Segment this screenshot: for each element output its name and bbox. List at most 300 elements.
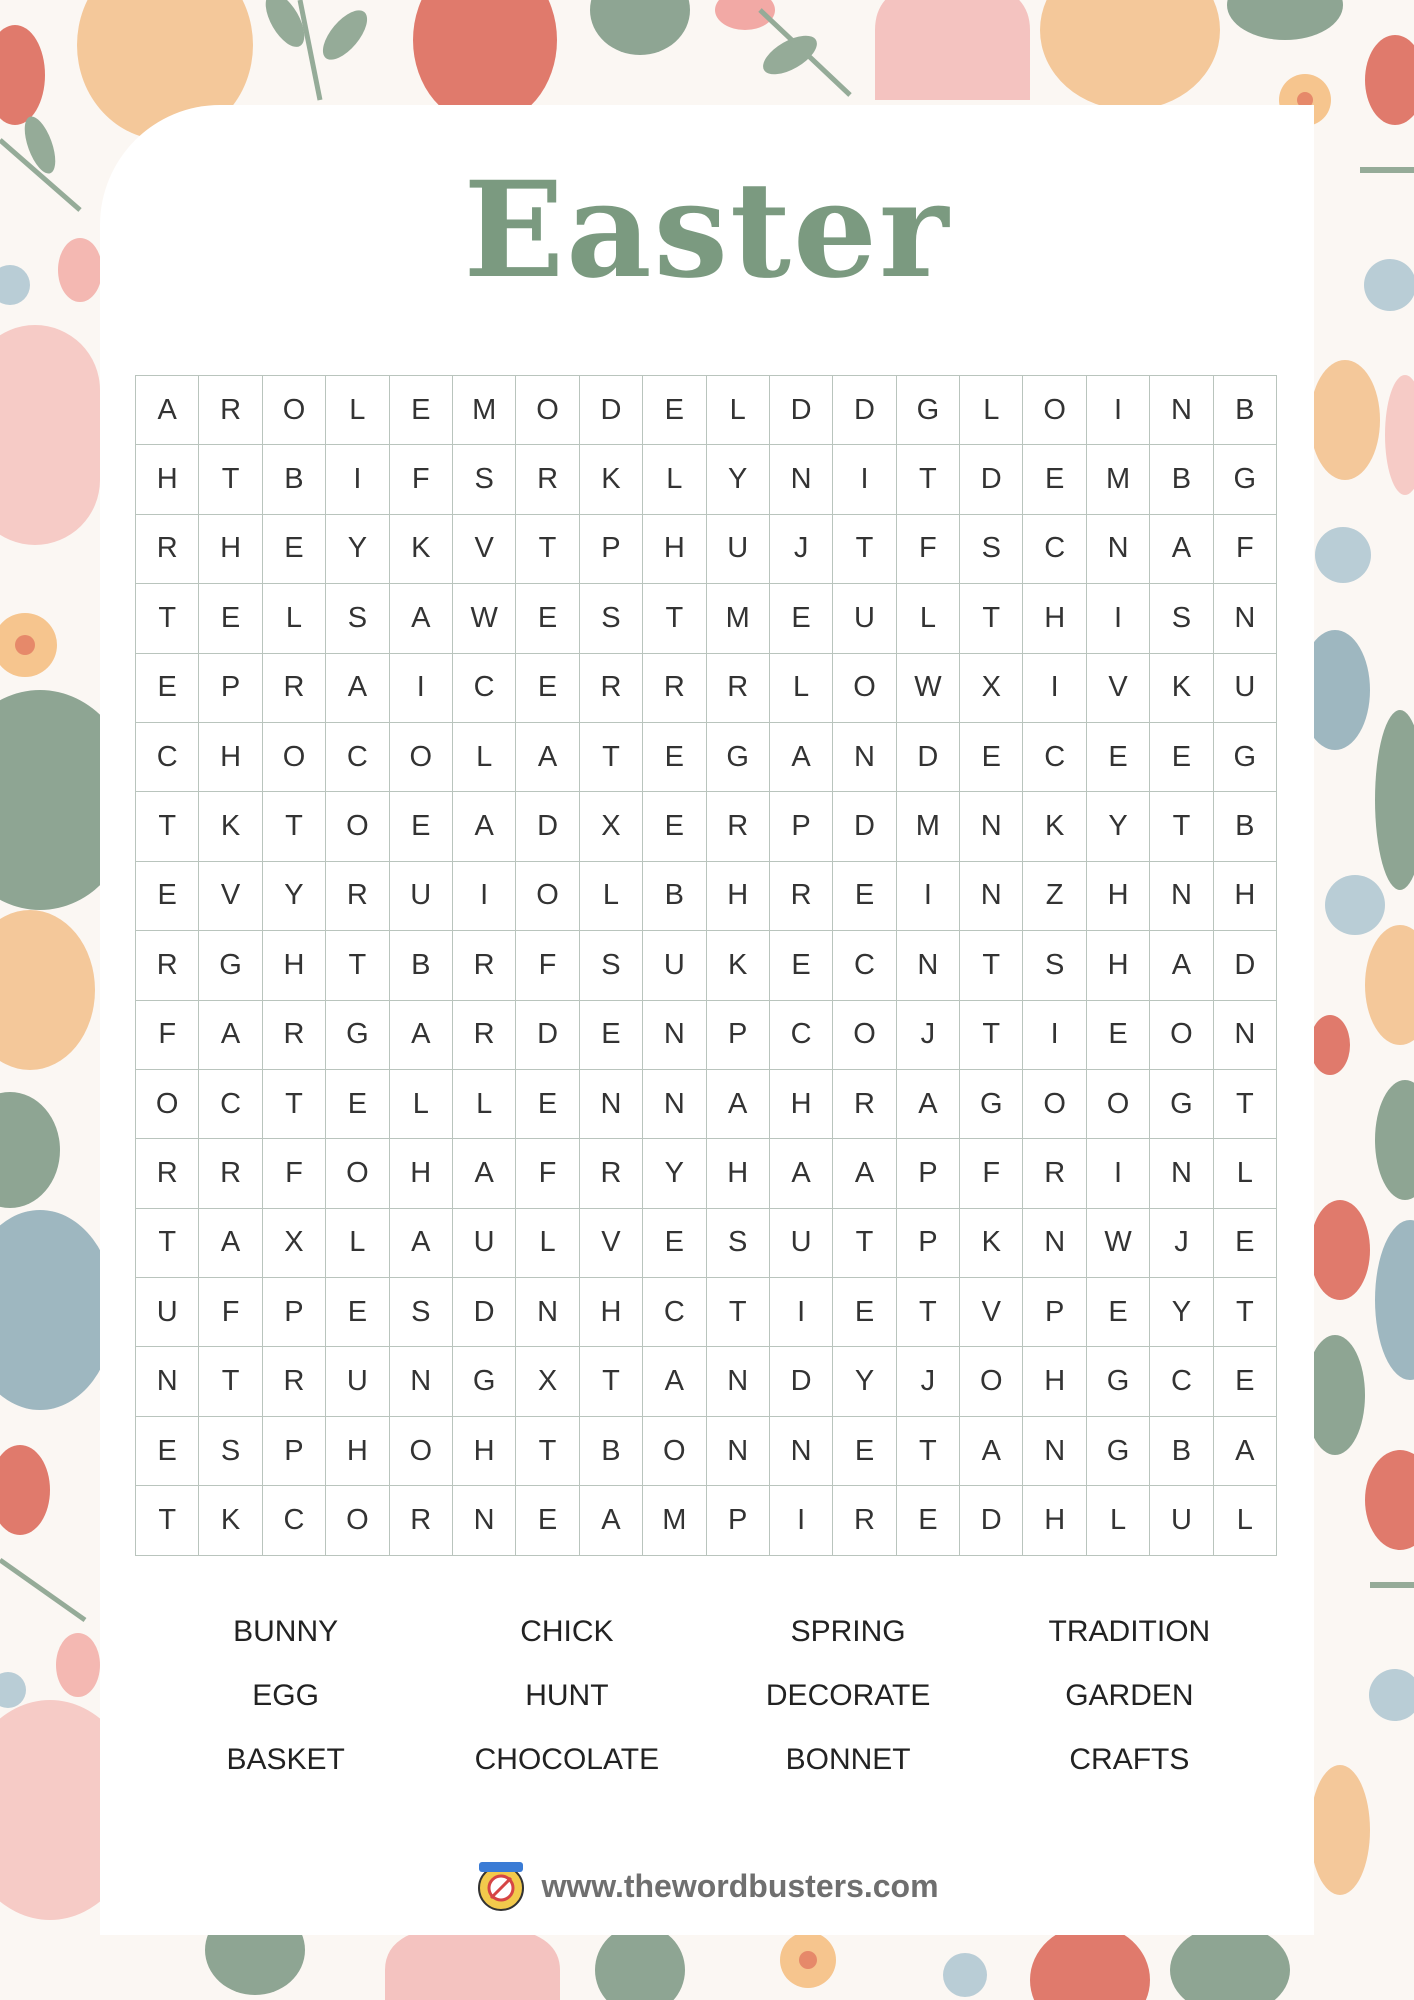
grid-cell: R bbox=[580, 654, 643, 723]
leaf-branch-icon bbox=[300, 0, 320, 100]
grid-cell: I bbox=[326, 445, 389, 514]
grid-cell: A bbox=[1150, 515, 1213, 584]
grid-cell: N bbox=[580, 1070, 643, 1139]
grid-cell: E bbox=[770, 931, 833, 1000]
grid-cell: K bbox=[580, 445, 643, 514]
grid-cell: G bbox=[453, 1347, 516, 1416]
grid-cell: L bbox=[1214, 1139, 1277, 1208]
leaf-icon bbox=[315, 3, 375, 67]
grid-cell: I bbox=[390, 654, 453, 723]
grid-cell: O bbox=[263, 376, 326, 445]
grid-cell: T bbox=[960, 931, 1023, 1000]
grid-cell: C bbox=[326, 723, 389, 792]
word-list-item: CHOCOLATE bbox=[474, 1743, 660, 1776]
grid-cell: N bbox=[1087, 515, 1150, 584]
egg-icon bbox=[1305, 1335, 1365, 1455]
grid-cell: D bbox=[453, 1278, 516, 1347]
grid-cell: L bbox=[390, 1070, 453, 1139]
grid-cell: D bbox=[960, 445, 1023, 514]
egg-icon bbox=[0, 1210, 115, 1410]
grid-cell: A bbox=[390, 584, 453, 653]
grid-cell: T bbox=[199, 445, 262, 514]
word-list-item: CHICK bbox=[520, 1615, 614, 1648]
grid-cell: S bbox=[1023, 931, 1086, 1000]
grid-cell: T bbox=[199, 1347, 262, 1416]
grid-cell: M bbox=[453, 376, 516, 445]
grid-cell: E bbox=[1150, 723, 1213, 792]
letter-grid bbox=[135, 375, 1277, 1556]
grid-cell: T bbox=[136, 792, 199, 861]
grid-cell: T bbox=[580, 1347, 643, 1416]
grid-cell: D bbox=[897, 723, 960, 792]
grid-cell: H bbox=[453, 1417, 516, 1486]
grid-cell: N bbox=[643, 1070, 706, 1139]
grid-cell: E bbox=[1023, 445, 1086, 514]
grid-cell: S bbox=[390, 1278, 453, 1347]
grid-cell: T bbox=[263, 1070, 326, 1139]
grid-cell: H bbox=[580, 1278, 643, 1347]
word-list-item: GARDEN bbox=[1065, 1679, 1194, 1712]
grid-cell: N bbox=[1023, 1417, 1086, 1486]
grid-cell: X bbox=[960, 654, 1023, 723]
grid-cell: E bbox=[643, 376, 706, 445]
grid-cell: P bbox=[707, 1001, 770, 1070]
grid-cell: S bbox=[199, 1417, 262, 1486]
grid-cell: E bbox=[833, 1278, 896, 1347]
word-list-item: BASKET bbox=[226, 1743, 345, 1776]
grid-cell: U bbox=[453, 1209, 516, 1278]
grid-cell: T bbox=[643, 584, 706, 653]
grid-cell: A bbox=[833, 1139, 896, 1208]
grid-cell: P bbox=[770, 792, 833, 861]
grid-cell: A bbox=[1150, 931, 1213, 1000]
grid-cell: R bbox=[453, 1001, 516, 1070]
grid-cell: H bbox=[326, 1417, 389, 1486]
grid-cell: N bbox=[770, 1417, 833, 1486]
grid-cell: E bbox=[516, 654, 579, 723]
grid-cell: O bbox=[516, 862, 579, 931]
grid-cell: I bbox=[770, 1486, 833, 1555]
grid-cell: K bbox=[1023, 792, 1086, 861]
tulip-icon bbox=[1365, 1450, 1414, 1550]
grid-cell: B bbox=[1214, 376, 1277, 445]
page-title: Easter bbox=[463, 153, 951, 308]
grid-cell: R bbox=[833, 1070, 896, 1139]
grid-cell: E bbox=[1087, 1278, 1150, 1347]
egg-icon bbox=[0, 1092, 60, 1208]
grid-cell: A bbox=[516, 723, 579, 792]
grid-cell: K bbox=[960, 1209, 1023, 1278]
grid-cell: N bbox=[1214, 584, 1277, 653]
grid-cell: U bbox=[770, 1209, 833, 1278]
grid-cell: T bbox=[136, 1209, 199, 1278]
grid-cell: O bbox=[643, 1417, 706, 1486]
grid-cell: W bbox=[1087, 1209, 1150, 1278]
grid-cell: S bbox=[960, 515, 1023, 584]
egg-icon bbox=[385, 1925, 560, 2000]
grid-cell: Y bbox=[1087, 792, 1150, 861]
egg-icon bbox=[1385, 375, 1414, 495]
grid-cell: C bbox=[643, 1278, 706, 1347]
grid-cell: R bbox=[390, 1486, 453, 1555]
grid-cell: M bbox=[897, 792, 960, 861]
grid-cell: R bbox=[199, 376, 262, 445]
grid-cell: B bbox=[1214, 792, 1277, 861]
grid-cell: L bbox=[1214, 1486, 1277, 1555]
grid-cell: E bbox=[770, 584, 833, 653]
grid-cell: F bbox=[516, 931, 579, 1000]
tulip-icon bbox=[1310, 1015, 1350, 1075]
grid-cell: T bbox=[897, 1417, 960, 1486]
grid-cell: T bbox=[960, 584, 1023, 653]
grid-cell: R bbox=[136, 1139, 199, 1208]
website-link[interactable]: www.thewordbusters.com bbox=[541, 1867, 939, 1904]
flower-icon bbox=[1369, 1669, 1414, 1721]
grid-cell: U bbox=[136, 1278, 199, 1347]
grid-cell: O bbox=[833, 654, 896, 723]
grid-cell: G bbox=[199, 931, 262, 1000]
tulip-icon bbox=[1365, 35, 1414, 125]
grid-cell: F bbox=[263, 1139, 326, 1208]
grid-cell: P bbox=[1023, 1278, 1086, 1347]
grid-cell: E bbox=[199, 584, 262, 653]
grid-cell: P bbox=[897, 1139, 960, 1208]
grid-cell: L bbox=[897, 584, 960, 653]
grid-cell: C bbox=[199, 1070, 262, 1139]
grid-cell: S bbox=[326, 584, 389, 653]
grid-cell: O bbox=[960, 1347, 1023, 1416]
grid-cell: O bbox=[326, 1486, 389, 1555]
grid-cell: I bbox=[897, 862, 960, 931]
grid-cell: E bbox=[136, 1417, 199, 1486]
grid-cell: D bbox=[516, 1001, 579, 1070]
grid-cell: N bbox=[1150, 376, 1213, 445]
grid-cell: A bbox=[453, 1139, 516, 1208]
grid-cell: O bbox=[1150, 1001, 1213, 1070]
grid-cell: X bbox=[580, 792, 643, 861]
grid-cell: T bbox=[833, 1209, 896, 1278]
grid-cell: N bbox=[897, 931, 960, 1000]
grid-cell: T bbox=[516, 1417, 579, 1486]
grid-cell: T bbox=[897, 445, 960, 514]
grid-cell: Y bbox=[643, 1139, 706, 1208]
grid-cell: H bbox=[1023, 1486, 1086, 1555]
grid-cell: E bbox=[1087, 723, 1150, 792]
grid-cell: E bbox=[643, 723, 706, 792]
grid-cell: X bbox=[263, 1209, 326, 1278]
grid-cell: G bbox=[707, 723, 770, 792]
grid-cell: G bbox=[1214, 445, 1277, 514]
egg-icon bbox=[875, 0, 1030, 100]
grid-cell: N bbox=[960, 792, 1023, 861]
egg-icon bbox=[0, 910, 95, 1070]
grid-cell: R bbox=[770, 862, 833, 931]
grid-cell: V bbox=[199, 862, 262, 931]
word-list-item: HUNT bbox=[525, 1679, 609, 1712]
grid-cell: N bbox=[1150, 862, 1213, 931]
grid-cell: H bbox=[707, 862, 770, 931]
grid-cell: N bbox=[1150, 1139, 1213, 1208]
grid-cell: H bbox=[770, 1070, 833, 1139]
grid-cell: Z bbox=[1023, 862, 1086, 931]
grid-cell: H bbox=[199, 515, 262, 584]
grid-cell: U bbox=[390, 862, 453, 931]
grid-cell: X bbox=[516, 1347, 579, 1416]
grid-cell: E bbox=[136, 862, 199, 931]
grid-cell: L bbox=[1087, 1486, 1150, 1555]
grid-cell: D bbox=[960, 1486, 1023, 1555]
grid-cell: J bbox=[1150, 1209, 1213, 1278]
grid-cell: O bbox=[390, 723, 453, 792]
grid-cell: N bbox=[707, 1347, 770, 1416]
grid-cell: H bbox=[1023, 1347, 1086, 1416]
grid-cell: D bbox=[770, 1347, 833, 1416]
grid-cell: R bbox=[580, 1139, 643, 1208]
grid-cell: T bbox=[326, 931, 389, 1000]
grid-cell: B bbox=[263, 445, 326, 514]
grid-cell: R bbox=[707, 792, 770, 861]
grid-cell: K bbox=[390, 515, 453, 584]
egg-icon bbox=[1365, 925, 1414, 1045]
grid-cell: V bbox=[960, 1278, 1023, 1347]
grid-cell: C bbox=[263, 1486, 326, 1555]
flower-icon bbox=[943, 1953, 987, 1997]
grid-cell: R bbox=[263, 654, 326, 723]
grid-cell: T bbox=[136, 584, 199, 653]
grid-cell: T bbox=[897, 1278, 960, 1347]
grid-cell: E bbox=[516, 1070, 579, 1139]
grid-cell: C bbox=[1023, 515, 1086, 584]
grid-cell: Y bbox=[326, 515, 389, 584]
egg-icon bbox=[1040, 0, 1220, 110]
grid-cell: C bbox=[770, 1001, 833, 1070]
grid-cell: T bbox=[136, 1486, 199, 1555]
grid-cell: H bbox=[1214, 862, 1277, 931]
grid-cell: G bbox=[1087, 1347, 1150, 1416]
grid-cell: F bbox=[1214, 515, 1277, 584]
grid-cell: U bbox=[326, 1347, 389, 1416]
grid-cell: A bbox=[199, 1001, 262, 1070]
grid-cell: L bbox=[580, 862, 643, 931]
grid-cell: E bbox=[326, 1070, 389, 1139]
flower-icon bbox=[0, 1672, 26, 1708]
grid-cell: C bbox=[136, 723, 199, 792]
grid-cell: R bbox=[263, 1347, 326, 1416]
grid-cell: O bbox=[263, 723, 326, 792]
grid-cell: N bbox=[833, 723, 896, 792]
grid-cell: R bbox=[1023, 1139, 1086, 1208]
grid-cell: A bbox=[643, 1347, 706, 1416]
grid-cell: A bbox=[770, 1139, 833, 1208]
grid-cell: Y bbox=[263, 862, 326, 931]
grid-cell: G bbox=[897, 376, 960, 445]
tulip-icon bbox=[0, 25, 45, 125]
grid-cell: I bbox=[770, 1278, 833, 1347]
flower-icon bbox=[1315, 527, 1371, 583]
grid-cell: Y bbox=[1150, 1278, 1213, 1347]
tulip-icon bbox=[0, 1445, 50, 1535]
grid-cell: F bbox=[199, 1278, 262, 1347]
egg-icon bbox=[1310, 1200, 1370, 1300]
grid-cell: O bbox=[390, 1417, 453, 1486]
grid-cell: B bbox=[1150, 1417, 1213, 1486]
grid-cell: N bbox=[707, 1417, 770, 1486]
grid-cell: L bbox=[516, 1209, 579, 1278]
grid-cell: L bbox=[453, 723, 516, 792]
grid-cell: D bbox=[833, 376, 896, 445]
grid-cell: G bbox=[1150, 1070, 1213, 1139]
grid-cell: N bbox=[1023, 1209, 1086, 1278]
grid-cell: W bbox=[453, 584, 516, 653]
grid-cell: R bbox=[516, 445, 579, 514]
grid-cell: H bbox=[1087, 931, 1150, 1000]
grid-cell: O bbox=[833, 1001, 896, 1070]
egg-icon bbox=[1170, 1925, 1290, 2000]
grid-cell: F bbox=[960, 1139, 1023, 1208]
grid-cell: R bbox=[263, 1001, 326, 1070]
grid-cell: J bbox=[897, 1001, 960, 1070]
grid-cell: L bbox=[453, 1070, 516, 1139]
grid-cell: G bbox=[1087, 1417, 1150, 1486]
grid-cell: E bbox=[833, 862, 896, 931]
footer bbox=[0, 1858, 1414, 1914]
egg-icon bbox=[1375, 710, 1414, 890]
egg-icon bbox=[595, 1925, 685, 2000]
grid-cell: A bbox=[707, 1070, 770, 1139]
grid-cell: F bbox=[897, 515, 960, 584]
grid-cell: E bbox=[580, 1001, 643, 1070]
grid-cell: A bbox=[136, 376, 199, 445]
egg-icon bbox=[590, 0, 690, 55]
grid-cell: E bbox=[643, 1209, 706, 1278]
grid-cell: L bbox=[643, 445, 706, 514]
grid-cell: U bbox=[1214, 654, 1277, 723]
grid-cell: V bbox=[1087, 654, 1150, 723]
grid-cell: K bbox=[707, 931, 770, 1000]
grid-cell: Y bbox=[833, 1347, 896, 1416]
grid-cell: E bbox=[136, 654, 199, 723]
grid-cell: D bbox=[516, 792, 579, 861]
grid-cell: E bbox=[833, 1417, 896, 1486]
grid-cell: M bbox=[1087, 445, 1150, 514]
egg-icon bbox=[1375, 1080, 1414, 1200]
word-list-item: EGG bbox=[252, 1679, 319, 1712]
grid-cell: I bbox=[453, 862, 516, 931]
grid-cell: S bbox=[580, 931, 643, 1000]
grid-cell: I bbox=[1087, 1139, 1150, 1208]
flower-icon bbox=[1325, 875, 1385, 935]
grid-cell: L bbox=[960, 376, 1023, 445]
grid-cell: E bbox=[390, 792, 453, 861]
grid-cell: B bbox=[1150, 445, 1213, 514]
word-list-item: SPRING bbox=[790, 1615, 906, 1648]
grid-cell: Y bbox=[707, 445, 770, 514]
egg-icon bbox=[1030, 1925, 1150, 2000]
grid-cell: B bbox=[580, 1417, 643, 1486]
grid-cell: A bbox=[770, 723, 833, 792]
grid-cell: L bbox=[707, 376, 770, 445]
grid-cell: H bbox=[643, 515, 706, 584]
grid-cell: E bbox=[516, 584, 579, 653]
grid-cell: O bbox=[1023, 1070, 1086, 1139]
grid-cell: O bbox=[136, 1070, 199, 1139]
grid-cell: E bbox=[1214, 1347, 1277, 1416]
grid-cell: A bbox=[390, 1001, 453, 1070]
grid-cell: C bbox=[453, 654, 516, 723]
grid-cell: F bbox=[390, 445, 453, 514]
grid-cell: H bbox=[1023, 584, 1086, 653]
grid-cell: O bbox=[326, 1139, 389, 1208]
grid-cell: L bbox=[263, 584, 326, 653]
grid-cell: H bbox=[1087, 862, 1150, 931]
grid-cell: T bbox=[833, 515, 896, 584]
flower-icon bbox=[56, 1633, 100, 1697]
word-list-item: BUNNY bbox=[233, 1615, 339, 1648]
grid-cell: N bbox=[516, 1278, 579, 1347]
egg-icon bbox=[1375, 1220, 1414, 1380]
grid-cell: P bbox=[580, 515, 643, 584]
grid-cell: S bbox=[453, 445, 516, 514]
grid-cell: E bbox=[643, 792, 706, 861]
grid-cell: S bbox=[707, 1209, 770, 1278]
grid-cell: U bbox=[643, 931, 706, 1000]
grid-cell: T bbox=[263, 792, 326, 861]
grid-cell: H bbox=[707, 1139, 770, 1208]
grid-cell: S bbox=[580, 584, 643, 653]
word-list-item: DECORATE bbox=[765, 1679, 931, 1712]
grid-cell: A bbox=[960, 1417, 1023, 1486]
grid-cell: I bbox=[1023, 654, 1086, 723]
grid-cell: G bbox=[960, 1070, 1023, 1139]
grid-cell: L bbox=[326, 376, 389, 445]
grid-cell: P bbox=[199, 654, 262, 723]
grid-cell: I bbox=[833, 445, 896, 514]
grid-cell: I bbox=[1087, 376, 1150, 445]
grid-cell: F bbox=[136, 1001, 199, 1070]
grid-cell: R bbox=[643, 654, 706, 723]
grid-cell: T bbox=[960, 1001, 1023, 1070]
flower-center-icon bbox=[15, 635, 35, 655]
grid-cell: A bbox=[897, 1070, 960, 1139]
grid-cell: P bbox=[897, 1209, 960, 1278]
wordbusters-logo-icon bbox=[475, 1858, 527, 1914]
leaf-branch-icon bbox=[0, 1560, 85, 1620]
grid-cell: O bbox=[1087, 1070, 1150, 1139]
grid-cell: N bbox=[960, 862, 1023, 931]
grid-cell: J bbox=[770, 515, 833, 584]
grid-cell: I bbox=[1023, 1001, 1086, 1070]
grid-cell: U bbox=[707, 515, 770, 584]
grid-cell: C bbox=[1023, 723, 1086, 792]
grid-cell: C bbox=[1150, 1347, 1213, 1416]
grid-cell: C bbox=[833, 931, 896, 1000]
grid-cell: E bbox=[390, 376, 453, 445]
grid-cell: R bbox=[199, 1139, 262, 1208]
grid-cell: N bbox=[770, 445, 833, 514]
grid-cell: H bbox=[136, 445, 199, 514]
grid-cell: J bbox=[897, 1347, 960, 1416]
grid-cell: F bbox=[516, 1139, 579, 1208]
grid-cell: O bbox=[516, 376, 579, 445]
grid-cell: N bbox=[643, 1001, 706, 1070]
egg-icon bbox=[0, 325, 100, 545]
grid-cell: A bbox=[453, 792, 516, 861]
grid-cell: E bbox=[897, 1486, 960, 1555]
grid-cell: E bbox=[1214, 1209, 1277, 1278]
grid-cell: A bbox=[1214, 1417, 1277, 1486]
word-list-item: CRAFTS bbox=[1069, 1743, 1190, 1776]
grid-cell: S bbox=[1150, 584, 1213, 653]
